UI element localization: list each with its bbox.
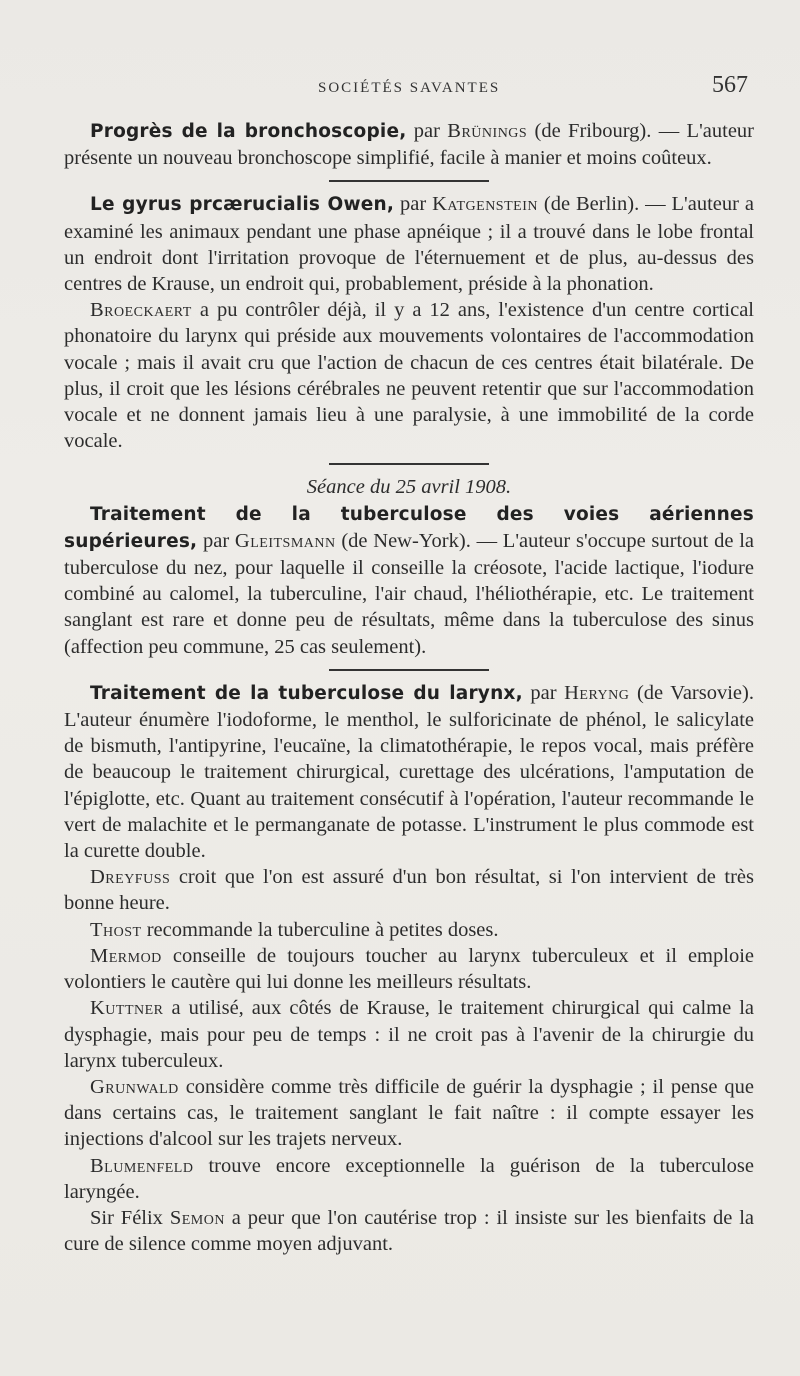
author-name: Mermod bbox=[90, 944, 162, 967]
paragraph: Broeckaert a pu contrôler déjà, il y a 12 ans, l'existence d'un centre cortical phonatoire du larynx qui préside aux mouvements volontaires de l'accommodation vocale ; mais il avait cru que l'action de chacun de ces centres était bilatérale. De plus, il croit que les lésions cérébrales ne peuvent retentir que sur l'accommodation vocale et ne donnent jamais lieu à une paralysie, à une immobilité de la corde vocale. bbox=[64, 299, 754, 453]
section-voies-aeriennes: Traitement de la tuberculose des voies aériennes supérieures, par Gleitsmann (de New-York). — L'auteur s'occupe surtout de la tuberculose du nez, pour laquelle il conseille la créosote, l'acide lactique, l'iodure combiné au calomel, la tuberculine, l'air chaud, l'héliothérapie, etc. Le traitement sanglant est rare et donne peu de résultats, même dans la tuberculose des sinus (affection peu commune, 25 cas seulement). bbox=[64, 503, 754, 658]
author-name: Gleitsmann bbox=[234, 529, 336, 552]
page-number: 567 bbox=[712, 72, 748, 98]
author-name: Blumenfeld bbox=[90, 1154, 194, 1177]
page-header bbox=[0, 70, 800, 110]
paragraph: Dreyfuss croit que l'on est assuré d'un bon résultat, si l'on intervient de très bonne heure. bbox=[64, 866, 754, 915]
paragraph: Thost recommande la tuberculine à petites doses. bbox=[90, 918, 499, 941]
section-larynx: Traitement de la tuberculose du larynx, par Heryng (de Varsovie). L'auteur énumère l'iodoforme, le menthol, le sulforicinate de phénol, le salicylate de bismuth, l'antipyrine, l'eucaïne, la climatothérapie, le repos vocal, mais préfère de beaucoup le traitement chirurgical, curettage des ulcérations, l'amputation de l'épiglotte, etc. Quant au traitement consécutif à l'opération, l'auteur recommande le vert de malachite et le permanganate de potasse. L'instrument le plus commode est la curette double. bbox=[64, 681, 754, 863]
page-body bbox=[64, 118, 754, 1257]
paragraph: Grunwald considère comme très difficile de guérir la dysphagie ; il pense que dans certains cas, le traitement sanglant le fait naître : il compte essayer les injections d'alcool sur les trajets nerveux. bbox=[64, 1075, 754, 1151]
section-title: Traitement de la tuberculose des voies aériennes supérieures, bbox=[64, 503, 754, 552]
author-name: Heryng bbox=[564, 681, 630, 704]
section-gyrus: Le gyrus prcærucialis Owen, par Katgenstein (de Berlin). — L'auteur a examiné les animaux pendant une phase apnéique ; il a trouvé dans le lobe frontal un endroit dont l'irritation provoque de l'éternuement et de plus, au-dessus des centres de Krause, un endroit qui, probablement, préside à la phonation. bbox=[64, 193, 754, 296]
paragraph: Mermod conseille de toujours toucher au larynx tuberculeux et il emploie volontiers le cautère qui lui donne les meilleurs résultats. bbox=[64, 944, 754, 994]
author-name: Thost bbox=[90, 918, 142, 941]
running-head: SOCIÉTÉS SAVANTES bbox=[318, 80, 501, 96]
author-name: Dreyfuss bbox=[90, 866, 171, 889]
section-divider bbox=[329, 669, 489, 671]
session-heading: Séance du 25 avril 1908. bbox=[306, 476, 512, 499]
author-name: Kuttner bbox=[90, 997, 164, 1020]
author-name: Katgenstein bbox=[432, 193, 538, 216]
author-name: Semon bbox=[169, 1206, 225, 1229]
author-name: Brünings bbox=[447, 120, 528, 142]
author-name: Grunwald bbox=[90, 1075, 179, 1098]
section-bronchoscopie: Progrès de la bronchoscopie, par Brünings (de Fribourg). — L'auteur présente un nouveau bronchoscope simplifié, facile à manier et moins coûteux. bbox=[64, 120, 754, 170]
paragraph: Blumenfeld trouve encore exceptionnelle la guérison de la tuberculose laryngée. bbox=[64, 1154, 754, 1203]
section-title: Progrès de la bronchoscopie, bbox=[90, 121, 407, 142]
paragraph: Sir Félix Semon a peur que l'on cautérise trop : il insiste sur les bienfaits de la cure de silence comme moyen adjuvant. bbox=[64, 1206, 754, 1256]
section-divider bbox=[329, 180, 489, 182]
section-divider bbox=[329, 463, 489, 465]
section-title: Le gyrus prcærucialis Owen, bbox=[90, 194, 395, 216]
paragraph: Kuttner a utilisé, aux côtés de Krause, le traitement chirurgical qui calme la dysphagie, mais pour peu de temps : il ne croit pas à l'avenir de la chirurgie du larynx tuberculeux. bbox=[64, 997, 754, 1072]
author-name: Broeckaert bbox=[90, 299, 192, 322]
section-title: Traitement de la tuberculose du larynx, bbox=[90, 682, 523, 704]
